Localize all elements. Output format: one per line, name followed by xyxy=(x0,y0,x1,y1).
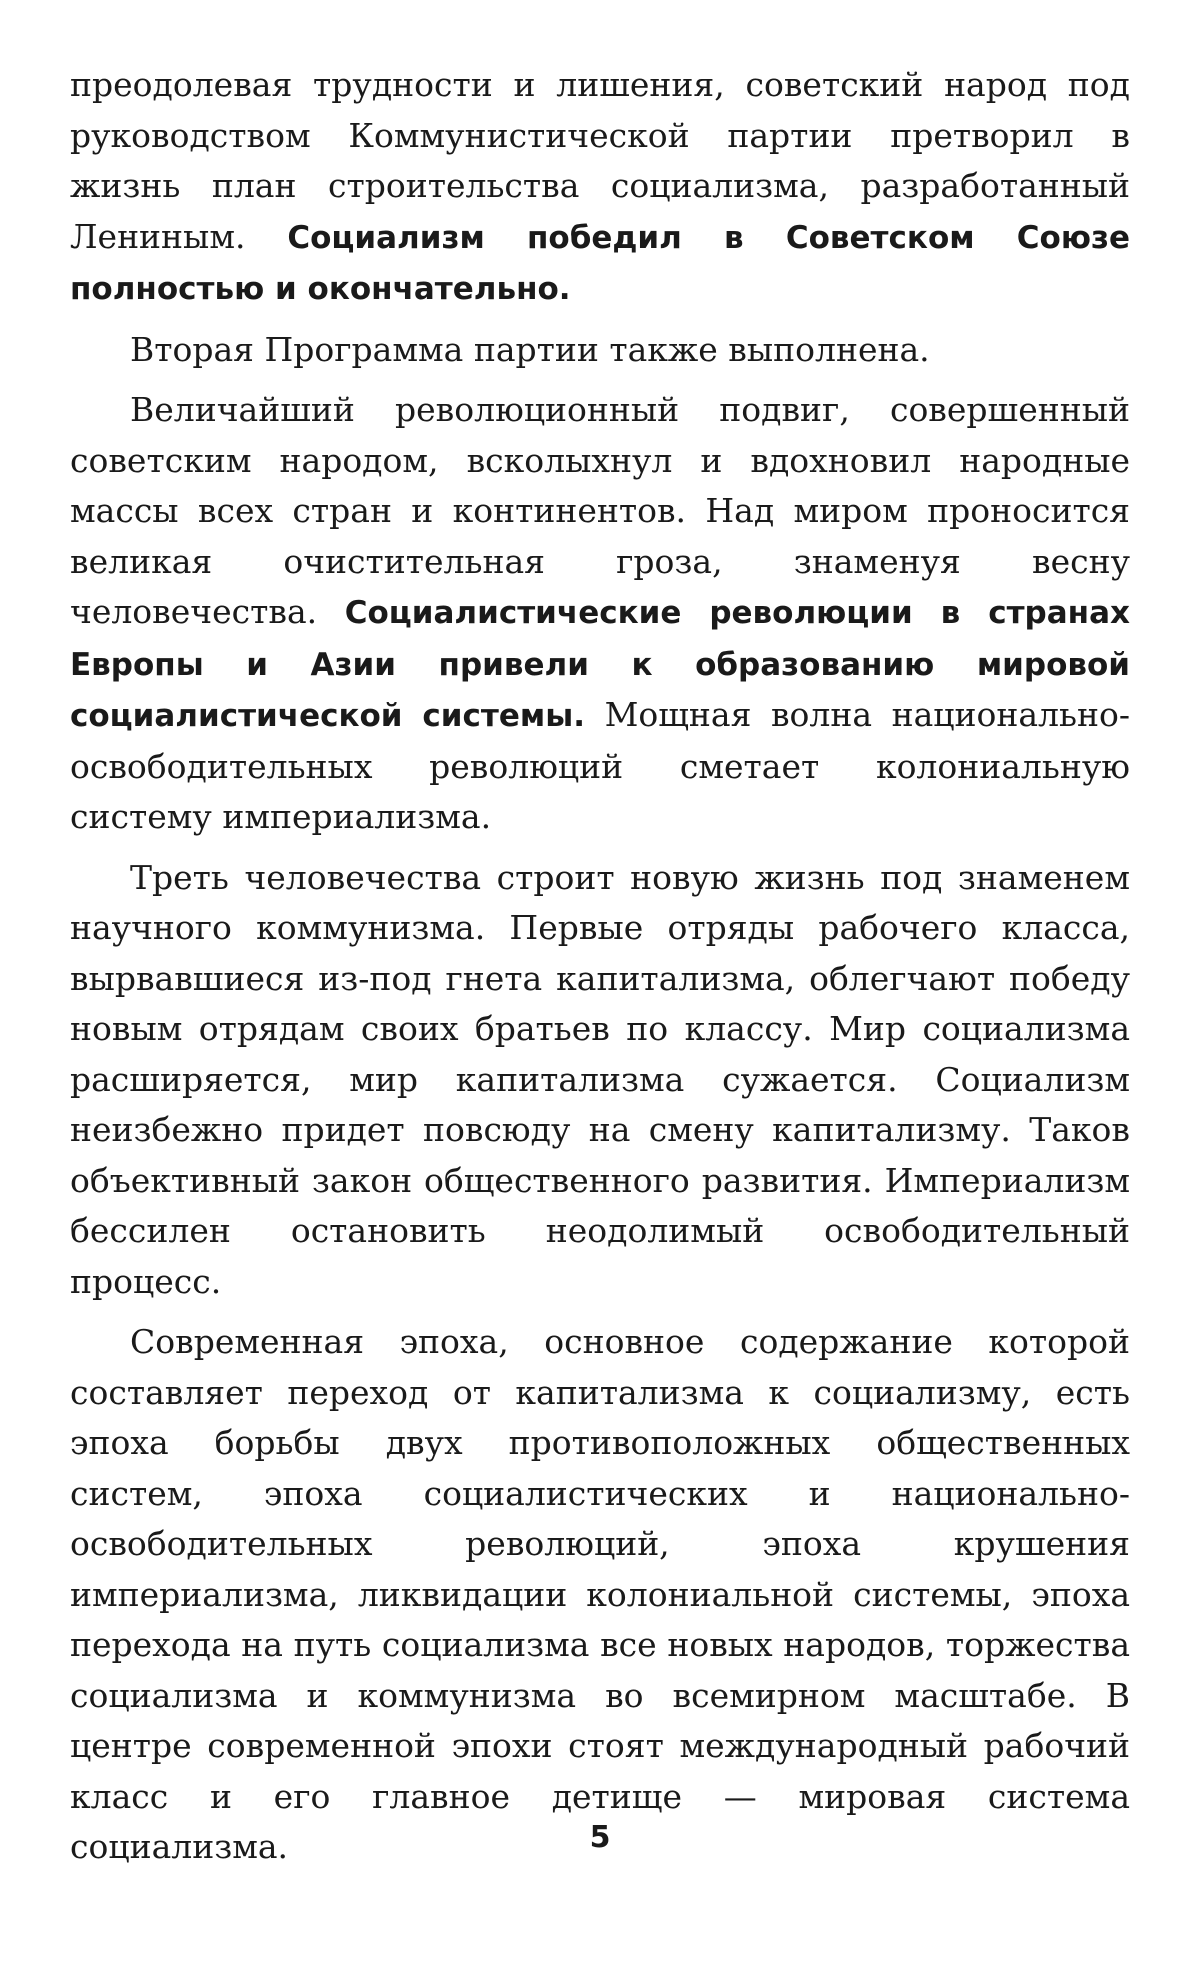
paragraph-2-text: Вторая Программа партии также выполнена. xyxy=(130,329,930,369)
paragraph-5-text: Современная эпоха, основное содержание которой составляет переход от капитализма к социализму, есть эпоха борьбы двух противоположных общественных систем, эпоха социалистических и национально-освободительных революций, эпоха крушения империализма, ликвидации колониальной системы, эпоха перехода на путь социализма все новых народов, торжества социализма и коммунизма во всемирном масштабе. В центре современной эпохи стоят международный рабочий класс и его главное детище — мировая система социализма. xyxy=(70,1322,1130,1866)
paragraph-1-text: преодолевая трудности и лишения, советский народ под руководством Коммунистической партии претворил в жизнь план строительства социализма, разработанный Лениным. xyxy=(70,65,1130,256)
paragraph-4 xyxy=(70,853,1130,1308)
paragraph-1 xyxy=(70,60,1130,315)
paragraph-3-text: Величайший революционный подвиг, совершенный советским народом, всколыхнул и вдохновил народные массы всех стран и континентов. Над миром проносится великая очистительная гроза, знаменуя весну человечества. xyxy=(70,390,1130,631)
paragraph-3 xyxy=(70,385,1130,843)
body-text xyxy=(70,60,1130,1873)
paragraph-1-bold-text: Социализм победил в Советском Союзе полностью и окончательно. xyxy=(70,219,1130,307)
paragraph-5 xyxy=(70,1317,1130,1873)
paragraph-3-bold-text: Социалистические революции в странах Европы и Азии привели к образованию мировой социалистической системы. xyxy=(70,595,1130,734)
paragraph-3-outro-text: Мощная волна национально-освободительных революций сметает колониальную систему империализма. xyxy=(70,695,1130,836)
paragraph-2 xyxy=(70,325,1130,376)
page-number: 5 xyxy=(589,1820,611,1855)
paragraph-4-text: Треть человечества строит новую жизнь под знаменем научного коммунизма. Первые отряды рабочего класса, вырвавшиеся из-под гнета капитализма, облегчают победу новым отрядам своих братьев по классу. Мир социализма расширяется, мир капитализма сужается. Социализм неизбежно придет повсюду на смену капитализму. Таков объективный закон общественного развития. Империализм бессилен остановить неодолимый освободительный процесс. xyxy=(70,857,1130,1301)
